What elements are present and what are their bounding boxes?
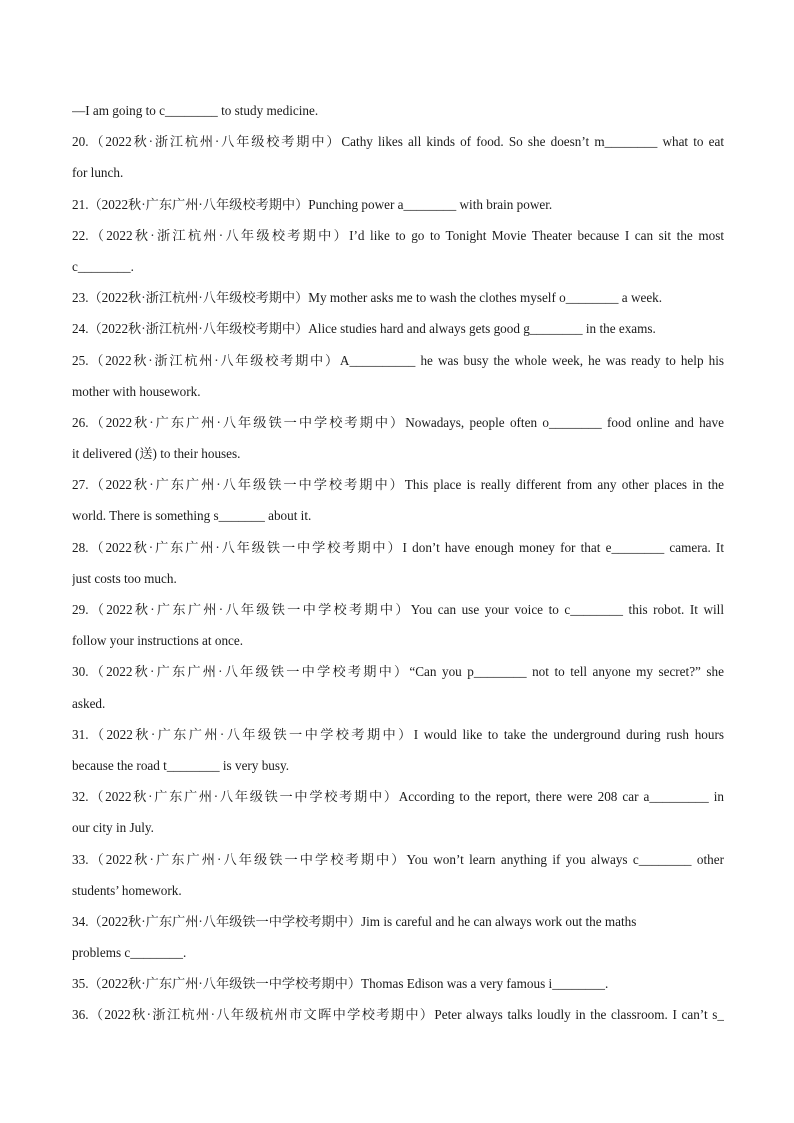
question-line: 31.（2022秋·广东广州·八年级铁一中学校考期中）I would like to take the underground during rush hours <box>72 726 724 742</box>
question-line: 27.（2022秋·广东广州·八年级铁一中学校考期中）This place is really different from any other places in the <box>72 477 724 493</box>
question-line: c________. <box>72 258 134 274</box>
question-line: because the road t________ is very busy. <box>72 757 290 773</box>
question-line: 29.（2022秋·广东广州·八年级铁一中学校考期中）You can use your voice to c________ this robot. It will <box>72 602 724 617</box>
question-line: 28.（2022秋·广东广州·八年级铁一中学校考期中）I don’t have enough money for that e________ camera. It <box>72 539 724 555</box>
question-line: follow your instructions at once. <box>72 633 244 649</box>
question-line: 30.（2022秋·广东广州·八年级铁一中学校考期中）“Can you p________ not to tell anyone my secret?” she <box>72 664 724 680</box>
question-line: 22.（2022秋·浙江杭州·八年级校考期中）I’d like to go to Tonight Movie Theater because I can sit the most <box>72 227 724 243</box>
question-line: 21.（2022秋·广东广州·八年级校考期中）Punching power a________ with brain power. <box>72 196 553 212</box>
question-line: 26.（2022秋·广东广州·八年级铁一中学校考期中）Nowadays, people often o________ food online and have <box>72 414 724 430</box>
question-line: students’ homework. <box>72 882 182 898</box>
question-line: —I am going to c________ to study medicine. <box>72 103 319 118</box>
question-line: 35.（2022秋·广东广州·八年级铁一中学校考期中）Thomas Edison was a very famous i________. <box>72 976 609 992</box>
question-line: 20.（2022秋·浙江杭州·八年级校考期中）Cathy likes all kinds of food. So she doesn’t m________ what to eat <box>72 134 724 150</box>
question-list <box>72 100 724 1036</box>
question-line: it delivered (送) to their houses. <box>72 446 241 462</box>
question-line: world. There is something s_______ about it. <box>72 508 312 524</box>
question-line: 33.（2022秋·广东广州·八年级铁一中学校考期中）You won’t learn anything if you always c________ other <box>72 851 724 867</box>
question-line: just costs too much. <box>72 570 177 586</box>
question-line: mother with housework. <box>72 383 201 399</box>
question-line: 25.（2022秋·浙江杭州·八年级校考期中）A__________ he was busy the whole week, he was ready to help his <box>72 352 724 368</box>
question-line: for lunch. <box>72 165 124 181</box>
question-line: 23.（2022秋·浙江杭州·八年级校考期中）My mother asks me to wash the clothes myself o________ a week. <box>72 290 663 306</box>
question-line: 36.（2022秋·浙江杭州·八年级杭州市文晖中学校考期中）Peter always talks loudly in the classroom. I can’t s_ <box>72 1007 724 1023</box>
question-line: our city in July. <box>72 820 154 836</box>
question-line: 24.（2022秋·浙江杭州·八年级校考期中）Alice studies hard and always gets good g________ in the exams. <box>72 321 656 337</box>
question-line: asked. <box>72 695 106 711</box>
question-line: problems c________. <box>72 945 187 961</box>
question-line: 32.（2022秋·广东广州·八年级铁一中学校考期中）According to the report, there were 208 car a_________ in <box>72 789 724 805</box>
question-line: 34.（2022秋·广东广州·八年级铁一中学校考期中）Jim is careful and he can always work out the maths <box>72 913 637 929</box>
